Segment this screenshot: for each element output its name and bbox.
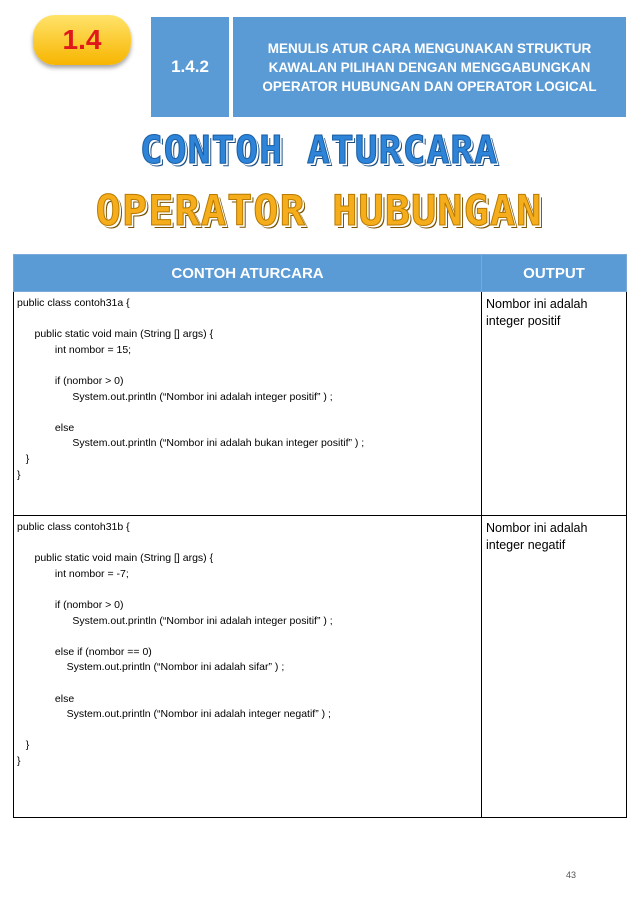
output-cell bbox=[482, 516, 627, 818]
code-cell bbox=[14, 292, 482, 516]
subsection-number: 1.4.2 bbox=[151, 17, 229, 117]
table-header-row bbox=[14, 255, 627, 292]
table-row bbox=[14, 292, 627, 516]
page-number: 43 bbox=[566, 870, 577, 880]
col-header-output: OUTPUT bbox=[482, 255, 627, 292]
col-header-code: CONTOH ATURCARA bbox=[14, 255, 482, 292]
output-cell bbox=[482, 292, 627, 516]
code-listing: public class contoh31b { public static void main (String [] args) { int nombor = -7; if (nombor > 0) System.out.println (“Nombor ini adalah integer positif” ) ; else if (nombor == 0) System.out.println (“Nombor ini adalah sifar” ) ; else System.out.println (“Nombor ini adalah integer negatif” ) ; } } bbox=[17, 521, 333, 767]
table-row bbox=[14, 516, 627, 818]
section-title: MENULIS ATUR CARA MENGUNAKAN STRUKTUR KAWALAN PILIHAN DENGAN MENGGABUNGKAN OPERATOR HUBUNGAN DAN OPERATOR LOGICAL bbox=[233, 17, 626, 117]
headline-line1: CONTOH ATURCARA bbox=[139, 128, 499, 172]
output-text: Nombor ini adalah integer positif bbox=[486, 297, 588, 328]
section-badge: 1.4 bbox=[33, 15, 131, 65]
example-table bbox=[13, 254, 627, 818]
headline-line2: OPERATOR HUBUNGAN bbox=[95, 186, 543, 235]
code-cell bbox=[14, 516, 482, 818]
output-text: Nombor ini adalah integer negatif bbox=[486, 521, 588, 552]
code-listing: public class contoh31a { public static void main (String [] args) { int nombor = 15; if (nombor > 0) System.out.println (“Nombor ini adalah integer positif” ) ; else System.out.println (“Nombor ini adalah bukan integer positif” ) ; } } bbox=[17, 297, 365, 481]
